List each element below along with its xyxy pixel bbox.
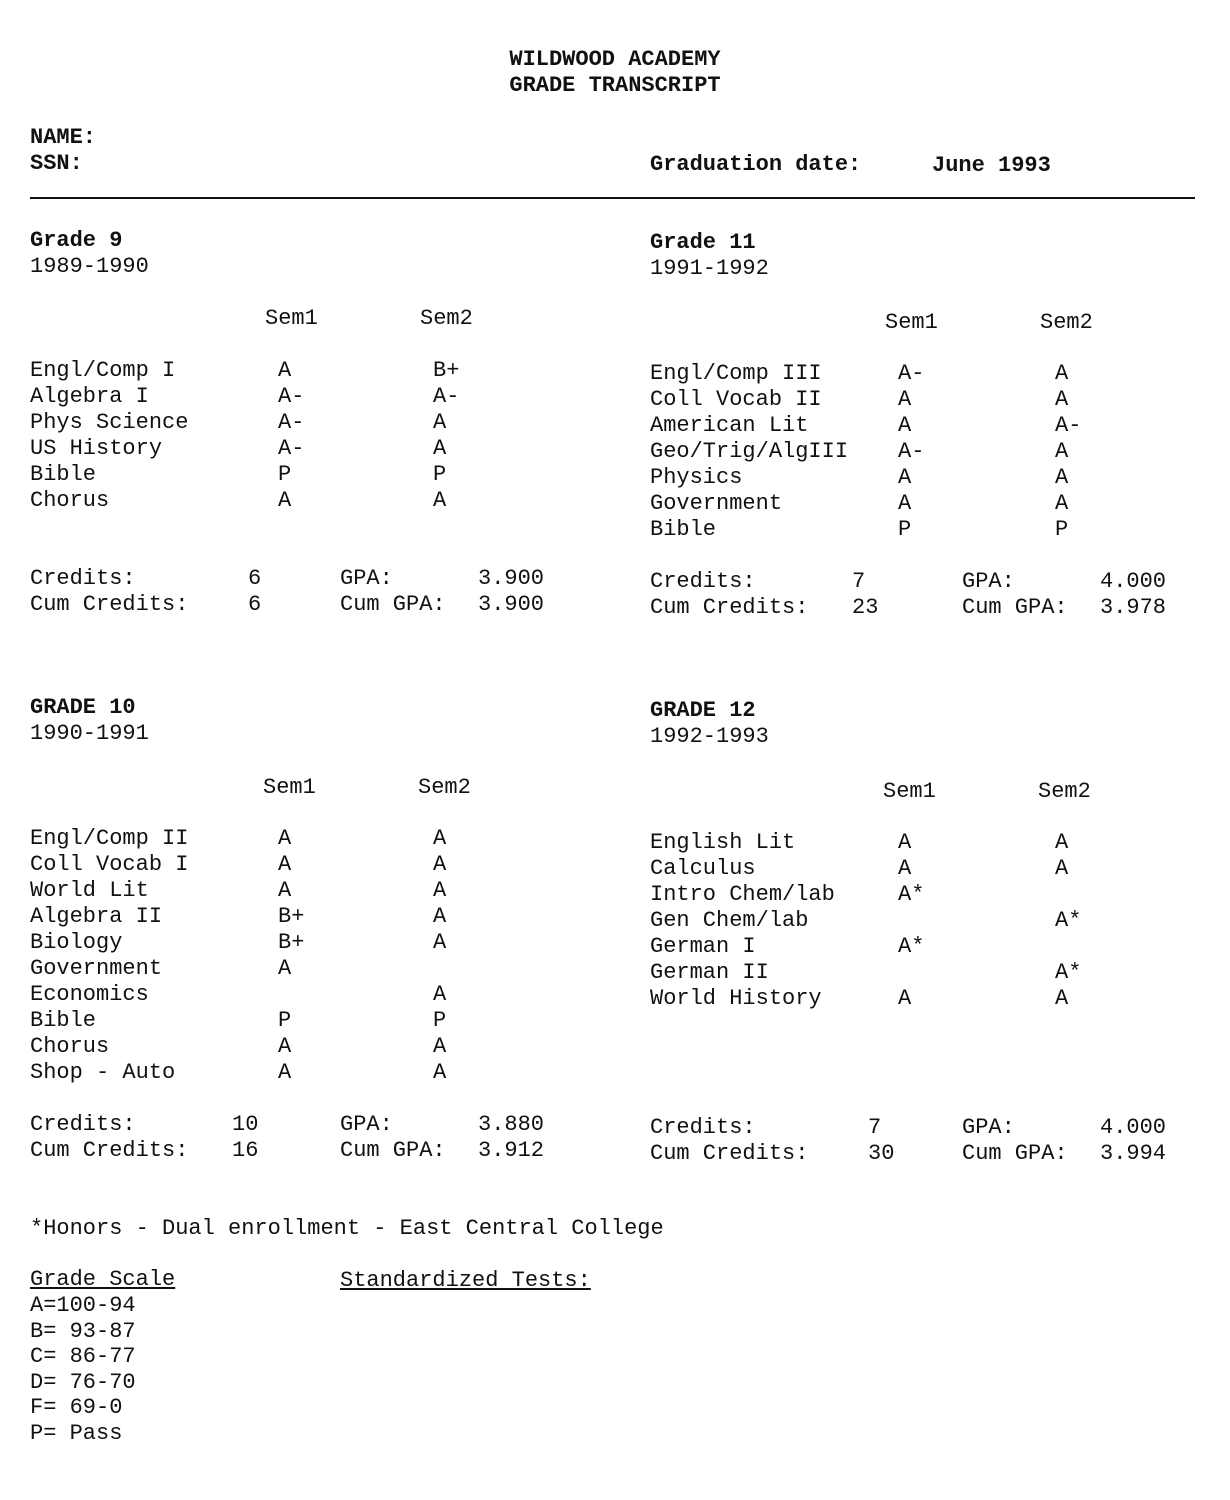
school-name: WILDWOOD ACADEMY [509, 47, 721, 72]
sem1-grade: A [278, 488, 292, 513]
sem2-grade: A [433, 1060, 447, 1085]
course-name: English Lit [650, 830, 796, 855]
sem1-grade: A- [278, 384, 305, 409]
sem2-grade: A [433, 982, 447, 1007]
sem1-header: Sem1 [883, 779, 936, 804]
sem2-grade: A [433, 904, 447, 929]
sem2-grade: A [433, 852, 447, 877]
sem2-grade: A- [433, 384, 460, 409]
sem2-header: Sem2 [420, 306, 473, 331]
credits-label: Credits: [30, 566, 136, 591]
course-name: Algebra I [30, 384, 149, 409]
sem2-grade: P [433, 462, 447, 487]
sem2-grade: A [433, 436, 447, 461]
sem2-grade: A [1055, 491, 1069, 516]
credits-label: Credits: [650, 1115, 756, 1140]
school-year: 1991-1992 [650, 256, 769, 281]
grade-title: Grade 11 [650, 230, 756, 255]
gpa-value: 4.000 [1100, 1115, 1167, 1140]
sem1-grade: A- [278, 410, 305, 435]
sem1-grade: A [278, 878, 292, 903]
sem1-grade: A- [898, 361, 925, 386]
gpa-label: GPA: [962, 569, 1015, 594]
sem2-grade: A [433, 878, 447, 903]
sem1-grade: A [278, 1060, 292, 1085]
sem2-grade: A [433, 930, 447, 955]
sem1-grade: B+ [278, 930, 305, 955]
gpa-value: 3.880 [478, 1112, 545, 1137]
sem2-header: Sem2 [1040, 310, 1093, 335]
course-name: Coll Vocab II [650, 387, 822, 412]
sem1-grade: A [898, 465, 912, 490]
document-title: GRADE TRANSCRIPT [509, 73, 721, 98]
credits-value: 10 [232, 1112, 259, 1137]
course-name: World Lit [30, 878, 149, 903]
course-name: Geo/Trig/AlgIII [650, 439, 849, 464]
sem2-grade: A* [1055, 960, 1082, 985]
course-name: Physics [650, 465, 743, 490]
cum-gpa-label: Cum GPA: [962, 595, 1068, 620]
sem1-grade: P [898, 517, 912, 542]
sem1-grade: P [278, 1008, 292, 1033]
graduation-date-value: June 1993 [932, 153, 1051, 178]
grade-scale-line: B= 93-87 [30, 1318, 136, 1344]
course-name: Biology [30, 930, 123, 955]
sem1-grade: B+ [278, 904, 305, 929]
cum-gpa-value: 3.994 [1100, 1141, 1167, 1166]
sem1-grade: A [278, 826, 292, 851]
school-year: 1992-1993 [650, 724, 769, 749]
course-name: World History [650, 986, 822, 1011]
course-name: Intro Chem/lab [650, 882, 835, 907]
course-name: Government [30, 956, 163, 981]
sem1-header: Sem1 [263, 775, 316, 800]
sem2-grade: A [1055, 361, 1069, 386]
cum-credits-label: Cum Credits: [650, 595, 809, 620]
sem1-grade: A- [898, 439, 925, 464]
course-name: Algebra II [30, 904, 163, 929]
sem2-grade: A [1055, 986, 1069, 1011]
standardized-tests-title: Standardized Tests: [340, 1268, 591, 1293]
sem2-grade: A* [1055, 908, 1082, 933]
sem2-grade: P [1055, 517, 1069, 542]
course-name: Economics [30, 982, 149, 1007]
course-name: Chorus [30, 1034, 110, 1059]
course-name: Calculus [650, 856, 756, 881]
gpa-label: GPA: [962, 1115, 1015, 1140]
course-name: German II [650, 960, 769, 985]
course-name: Engl/Comp II [30, 826, 189, 851]
course-name: Shop - Auto [30, 1060, 176, 1085]
grade-scale-title: Grade Scale [30, 1267, 176, 1292]
cum-gpa-value: 3.900 [478, 592, 545, 617]
sem2-grade: A [1055, 856, 1069, 881]
sem2-grade: A [433, 826, 447, 851]
credits-label: Credits: [30, 1112, 136, 1137]
gpa-label: GPA: [340, 1112, 393, 1137]
sem2-grade: A [433, 1034, 447, 1059]
honors-footnote: *Honors - Dual enrollment - East Central College [30, 1216, 664, 1241]
grade-scale-line: P= Pass [30, 1421, 123, 1446]
name-label: NAME: [30, 125, 97, 150]
grade-title: Grade 9 [30, 228, 123, 253]
sem1-grade: A [898, 856, 912, 881]
gpa-value: 3.900 [478, 566, 545, 591]
sem1-grade: A [898, 491, 912, 516]
cum-credits-label: Cum Credits: [30, 592, 189, 617]
course-name: Government [650, 491, 783, 516]
sem1-grade: A* [898, 934, 925, 959]
course-name: Engl/Comp III [650, 361, 822, 386]
grade-scale-line: C= 86-77 [30, 1344, 136, 1370]
cum-gpa-value: 3.912 [478, 1138, 545, 1163]
grade-scale-line: A=100-94 [30, 1293, 136, 1318]
course-name: American Lit [650, 413, 809, 438]
sem2-grade: A- [1055, 413, 1082, 438]
course-name: Bible [30, 1008, 97, 1033]
grade-title: GRADE 12 [650, 698, 756, 723]
grade-title: GRADE 10 [30, 695, 136, 720]
sem2-header: Sem2 [1038, 779, 1091, 804]
cum-gpa-label: Cum GPA: [340, 1138, 446, 1163]
sem1-grade: A [898, 387, 912, 412]
credits-value: 7 [852, 569, 866, 594]
course-name: German I [650, 934, 756, 959]
sem1-grade: A* [898, 882, 925, 907]
cum-credits-value: 6 [248, 592, 262, 617]
gpa-value: 4.000 [1100, 569, 1167, 594]
graduation-date-label: Graduation date: [650, 152, 862, 177]
sem1-header: Sem1 [265, 306, 318, 331]
sem2-header: Sem2 [418, 775, 471, 800]
grade-scale-line: D= 76-70 [30, 1369, 136, 1395]
sem1-grade: A [278, 852, 292, 877]
header-divider [30, 197, 1195, 199]
cum-credits-label: Cum Credits: [30, 1138, 189, 1163]
sem1-grade: A [278, 358, 292, 383]
cum-credits-value: 16 [232, 1138, 259, 1163]
ssn-label: SSN: [30, 151, 83, 176]
sem1-grade: P [278, 462, 292, 487]
credits-value: 7 [868, 1115, 882, 1140]
cum-credits-label: Cum Credits: [650, 1141, 809, 1166]
sem1-grade: A [278, 1034, 292, 1059]
course-name: Engl/Comp I [30, 358, 176, 383]
sem1-grade: A [278, 956, 292, 981]
sem2-grade: B+ [433, 358, 460, 383]
course-name: Chorus [30, 488, 110, 513]
sem1-grade: A- [278, 436, 305, 461]
course-name: Gen Chem/lab [650, 908, 809, 933]
sem2-grade: A [433, 410, 447, 435]
sem2-grade: A [1055, 387, 1069, 412]
credits-label: Credits: [650, 569, 756, 594]
cum-credits-value: 30 [868, 1141, 895, 1166]
sem2-grade: A [1055, 465, 1069, 490]
cum-gpa-value: 3.978 [1100, 595, 1167, 620]
course-name: US History [30, 436, 163, 461]
sem2-grade: A [433, 488, 447, 513]
sem1-grade: A [898, 830, 912, 855]
sem2-grade: A [1055, 439, 1069, 464]
cum-gpa-label: Cum GPA: [340, 592, 446, 617]
course-name: Coll Vocab I [30, 852, 189, 877]
school-year: 1989-1990 [30, 254, 149, 279]
gpa-label: GPA: [340, 566, 393, 591]
grade-scale-line: F= 69-0 [30, 1395, 123, 1421]
sem1-grade: A [898, 986, 912, 1011]
course-name: Bible [650, 517, 717, 542]
sem1-grade: A [898, 413, 912, 438]
cum-gpa-label: Cum GPA: [962, 1141, 1068, 1166]
school-year: 1990-1991 [30, 721, 149, 746]
course-name: Bible [30, 462, 97, 487]
sem2-grade: P [433, 1008, 447, 1033]
cum-credits-value: 23 [852, 595, 879, 620]
course-name: Phys Science [30, 410, 189, 435]
sem1-header: Sem1 [885, 310, 938, 335]
sem2-grade: A [1055, 830, 1069, 855]
credits-value: 6 [248, 566, 262, 591]
